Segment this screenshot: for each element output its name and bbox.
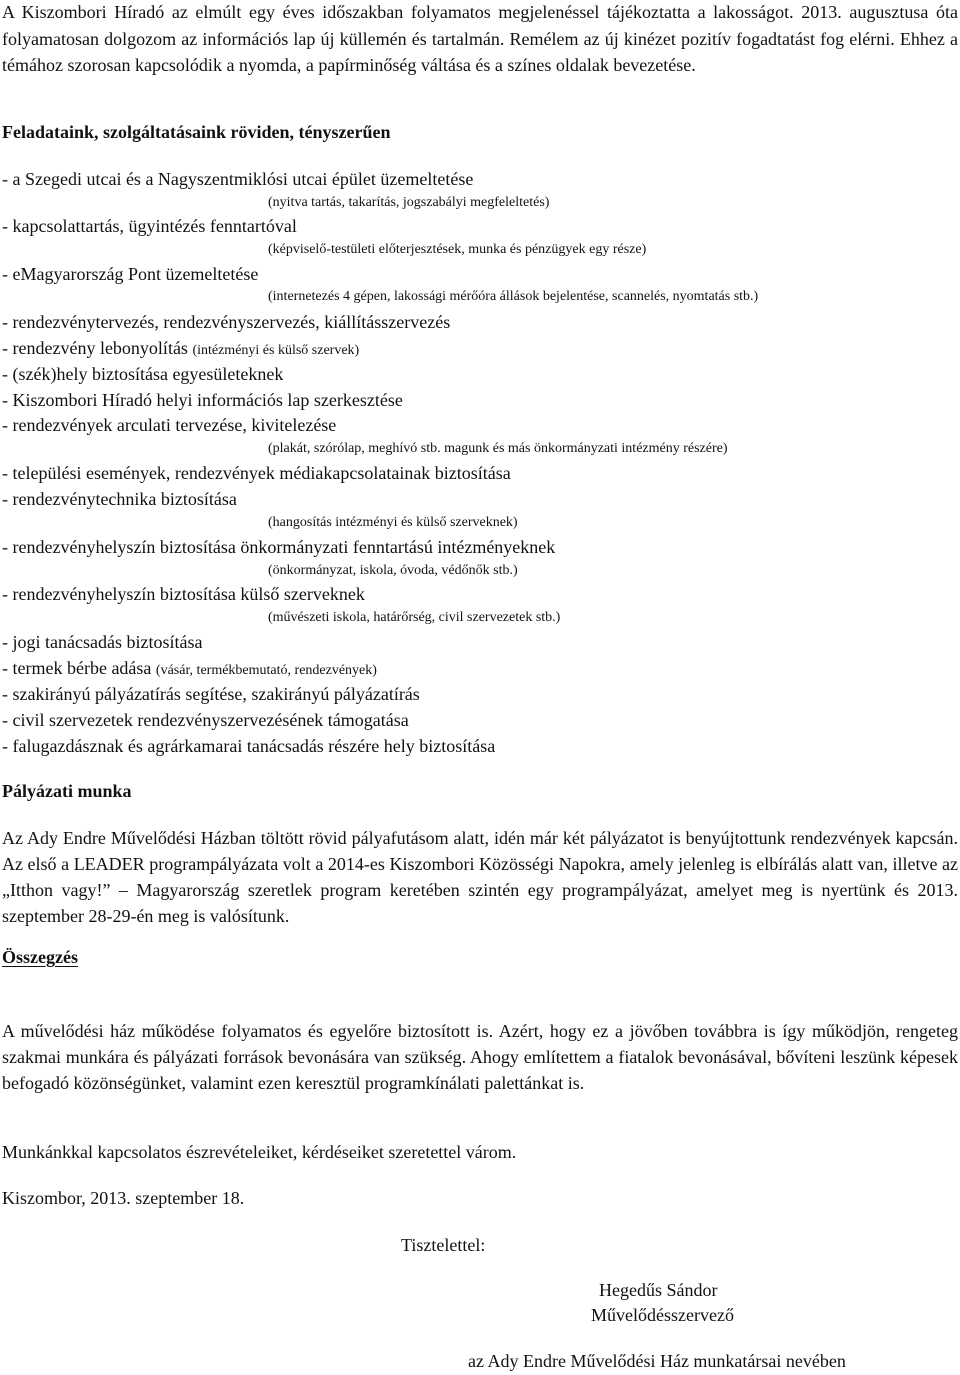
task-item-label: - termek bérbe adása [2, 658, 152, 678]
tasks-heading: Feladataink, szolgáltatásaink röviden, tényszerűen [2, 122, 391, 142]
task-item-detail: (nyitva tartás, takarítás, jogszabályi megfeleltetés) [268, 195, 550, 210]
grants-paragraph: Az Ady Endre Művelődési Házban töltött rövid pályafutásom alatt, idén már két pályázatot is benyújtottunk rendezvények kapcsán. Az első a LEADER programpályázata volt a 2014-es Kiszombori Közösségi Napokra, amely jelenleg is elbírálás alatt van, illetve az „Itthon vagy!” – Magyarország szeretlek program keretében szintén egy programpályázat, amelyet meg is nyertünk és 2013. szeptember 28-29-én meg is valósítunk. [2, 828, 958, 926]
summary-heading: Összegzés [2, 947, 78, 967]
intro-paragraph: A Kiszombori Híradó az elmúlt egy éves időszakban folyamatos megjelenéssel tájékoztatta a lakosságot. 2013. augusztusa óta folyamatosan dolgozom az információs lap új küllemén és tartalmán. Remélem az új kinézet pozitív fogadtatást fog elérni. Ehhez a témához szorosan kapcsolódik a nyomda, a papírminőség váltása és a színes oldalak bevezetése. [2, 2, 958, 75]
closing-line: Munkánkkal kapcsolatos észrevételeiket, kérdéseiket szeretettel várom. [2, 1142, 517, 1162]
signature-name: Hegedűs Sándor [599, 1280, 718, 1300]
place-date: Kiszombor, 2013. szeptember 18. [2, 1188, 245, 1208]
task-item: - a Szegedi utcai és a Nagyszentmiklósi utcai épület üzemeltetése [2, 169, 474, 189]
grants-heading: Pályázati munka [2, 781, 132, 801]
task-item: - szakirányú pályázatírás segítése, szakirányú pályázatírás [2, 684, 420, 704]
task-item: - falugazdásznak és agrárkamarai tanácsadás részére hely biztosítása [2, 736, 496, 756]
task-item [2, 658, 377, 679]
signature-title: Művelődésszervező [591, 1305, 734, 1325]
task-item-detail: (művészeti iskola, határőrség, civil szervezetek stb.) [268, 610, 561, 625]
task-item: - civil szervezetek rendezvényszervezésének támogatása [2, 710, 409, 730]
regards: Tisztelettel: [401, 1235, 486, 1255]
task-item-note: (intézményi és külső szervek) [192, 343, 360, 358]
task-item [2, 338, 359, 359]
task-item-label: - rendezvény lebonyolítás [2, 338, 188, 358]
task-item-detail: (hangosítás intézményi és külső szerveknek) [268, 515, 518, 530]
task-item-detail: (önkormányzat, iskola, óvoda, védőnők stb.) [268, 563, 518, 578]
task-item: - települési események, rendezvények médiakapcsolatainak biztosítása [2, 463, 511, 483]
task-item: - rendezvénytechnika biztosítása [2, 489, 237, 509]
task-item: - eMagyarország Pont üzemeltetése [2, 264, 259, 284]
task-item: - kapcsolattartás, ügyintézés fenntartóval [2, 216, 297, 236]
task-item-detail: (plakát, szórólap, meghívó stb. magunk és más önkormányzati intézmény részére) [268, 441, 728, 456]
task-item-detail: (internetezés 4 gépen, lakossági mérőóra állások bejelentése, scannelés, nyomtatás stb.) [268, 289, 759, 304]
task-item: - Kiszombori Híradó helyi információs lap szerkesztése [2, 390, 403, 410]
task-item: - jogi tanácsadás biztosítása [2, 632, 203, 652]
task-item: - rendezvények arculati tervezése, kivitelezése [2, 415, 337, 435]
task-item: - (szék)hely biztosítása egyesületeknek [2, 364, 284, 384]
task-item: - rendezvényhelyszín biztosítása önkormányzati fenntartású intézményeknek [2, 537, 556, 557]
summary-paragraph: A művelődési ház működése folyamatos és egyelőre biztosított is. Azért, hogy ez a jövőben továbbra is így működjön, rengeteg szakmai munkára és pályázati források bevonására van szükség. Ahogy említettem a fiatalok bevonásával, bővíteni leszünk képesek befogadó közönségünket, valamint ezen keresztül programkínálati palettánkat is. [2, 1021, 958, 1093]
task-item: - rendezvénytervezés, rendezvényszervezés, kiállításszervezés [2, 312, 451, 332]
task-item: - rendezvényhelyszín biztosítása külső szerveknek [2, 584, 365, 604]
signature-on-behalf: az Ady Endre Művelődési Ház munkatársai nevében [468, 1351, 846, 1371]
task-item-detail: (képviselő-testületi előterjesztések, munka és pénzügyek egy része) [268, 242, 647, 257]
task-item-note: (vásár, termékbemutató, rendezvények) [155, 663, 377, 678]
